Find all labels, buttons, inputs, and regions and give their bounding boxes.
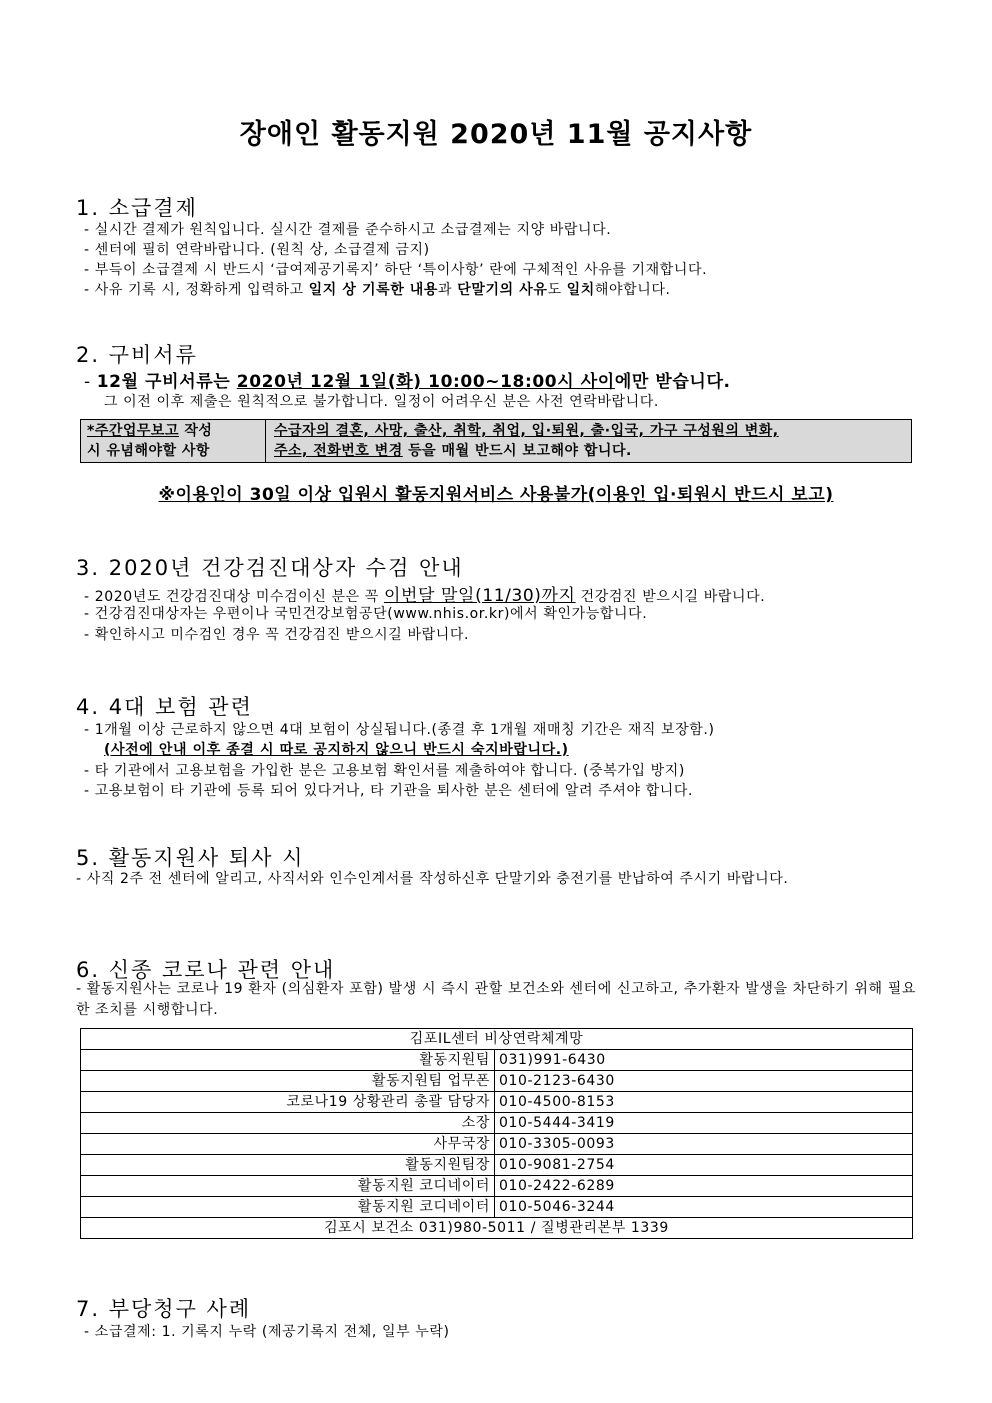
section-1-line: - 센터에 필히 연락바랍니다. (원칙 상, 소급결제 금지): [84, 242, 430, 258]
documents-note-box: [80, 419, 912, 463]
section-4-line: - 타 기관에서 고용보험을 가입한 분은 고용보험 확인서를 제출하여야 합니다. (중복가입 방지): [84, 763, 685, 779]
contact-role: 활동지원팀장: [81, 1155, 495, 1176]
table-row: [81, 1113, 913, 1134]
contact-role: 활동지원팀 업무폰: [81, 1071, 495, 1092]
contact-phone: 010-5046-3244: [495, 1197, 913, 1218]
contact-role: 사무국장: [81, 1134, 495, 1155]
contact-phone: 010-5444-3419: [495, 1113, 913, 1134]
section-7-line: - 소급결제: 1. 기록지 누락 (제공기록지 전체, 일부 누락): [84, 1324, 450, 1340]
section-1-line: - 실시간 결제가 원칙입니다. 실시간 결제를 준수하시고 소급결제는 지양 바랍니다.: [84, 222, 612, 238]
contact-phone: 010-4500-8153: [495, 1092, 913, 1113]
section-2-line: 그 이전 이후 제출은 원칙적으로 불가합니다. 일정이 어려우신 분은 사전 연락바랍니다.: [104, 394, 659, 410]
section-4-line: (사전에 안내 이후 종결 시 따로 공지하지 않으니 반드시 숙지바랍니다.): [104, 742, 569, 758]
section-6-text: - 활동지원사는 코로나 19 환자 (의심환자 포함) 발생 시 즉시 관할 보건소와 센터에 신고하고, 추가환자 발생을 차단하기 위해 필요한 조치를 시행합니다.: [76, 981, 916, 1018]
section-1-heading: 1. 소급결제: [76, 196, 198, 220]
section-3-line: - 2020년도 건강검진대상 미수검이신 분은 꼭 이번달 말일(11/30)까지 건강검진 받으시길 바랍니다.: [84, 586, 766, 606]
contact-role: 코로나19 상황관리 총괄 담당자: [81, 1092, 495, 1113]
table-footer-row: [81, 1218, 913, 1239]
section-3-line: - 확인하시고 미수검인 경우 꼭 건강검진 받으시길 바랍니다.: [84, 627, 470, 643]
section-6-heading: 6. 신종 코로나 관련 안내: [76, 958, 336, 982]
contact-phone: 010-9081-2754: [495, 1155, 913, 1176]
table-header-row: [81, 1029, 913, 1050]
table-header: 김포IL센터 비상연락체계망: [81, 1029, 913, 1050]
section-1-line: - 부득이 소급결제 시 반드시 ‘급여제공기록지’ 하단 ‘특이사항’ 란에 구체적인 사유를 기재합니다.: [84, 262, 708, 278]
emergency-contact-table: [80, 1028, 913, 1239]
table-row: [81, 1155, 913, 1176]
table-row: [81, 1197, 913, 1218]
section-4-line: - 1개월 이상 근로하지 않으면 4대 보험이 상실됩니다.(종결 후 1개월 재매칭 기간은 재직 보장함.): [84, 722, 715, 738]
document-title: 장애인 활동지원 2020년 11월 공지사항: [239, 119, 753, 150]
contact-role: 활동지원 코디네이터: [81, 1176, 495, 1197]
section-7-heading: 7. 부당청구 사례: [76, 1297, 252, 1321]
section-1-line: - 사유 기록 시, 정확하게 입력하고 일지 상 기록한 내용과 단말기의 사유도 일치해야합니다.: [84, 282, 671, 298]
contact-role: 활동지원팀: [81, 1050, 495, 1071]
section-2-line: - 12월 구비서류는 2020년 12월 1일(화) 10:00~18:00시 사이에만 받습니다.: [84, 372, 731, 392]
section-4-heading: 4. 4대 보험 관련: [76, 695, 253, 719]
section-5-text: - 사직 2주 전 센터에 알리고, 사직서와 인수인계서를 작성하신후 단말기와 충전기를 반납하여 주시기 바랍니다.: [76, 871, 789, 887]
section-4-line: - 고용보험이 타 기관에 등록 되어 있다거나, 타 기관을 퇴사한 분은 센터에 알려 주셔야 합니다.: [84, 783, 694, 799]
documents-note-label: *주간업무보고 작성 시 유념해야할 사항: [81, 420, 266, 462]
table-footer: 김포시 보건소 031)980-5011 / 질병관리본부 1339: [81, 1218, 913, 1239]
contact-role: 소장: [81, 1113, 495, 1134]
table-row: [81, 1071, 913, 1092]
contact-phone: 031)991-6430: [495, 1050, 913, 1071]
table-row: [81, 1134, 913, 1155]
section-3-line: - 건강검진대상자는 우편이나 국민건강보험공단(www.nhis.or.kr)에서 확인가능합니다.: [84, 606, 648, 622]
section-5-heading: 5. 활동지원사 퇴사 시: [76, 846, 305, 870]
table-row: [81, 1050, 913, 1071]
section-3-heading: 3. 2020년 건강검진대상자 수검 안내: [76, 556, 464, 580]
contact-phone: 010-2422-6289: [495, 1176, 913, 1197]
table-row: [81, 1092, 913, 1113]
hospitalization-notice: ※이용인이 30일 이상 입원시 활동지원서비스 사용불가(이용인 입·퇴원시 반드시 보고): [158, 485, 834, 505]
contact-phone: 010-3305-0093: [495, 1134, 913, 1155]
table-row: [81, 1176, 913, 1197]
section-2-heading: 2. 구비서류: [76, 343, 198, 367]
contact-phone: 010-2123-6430: [495, 1071, 913, 1092]
contact-role: 활동지원 코디네이터: [81, 1197, 495, 1218]
documents-note-content: 수급자의 결혼, 사망, 출산, 취학, 취업, 입·퇴원, 출·입국, 가구 구성원의 변화, 주소, 전화번호 변경 등을 매월 반드시 보고해야 합니다.: [274, 423, 779, 459]
